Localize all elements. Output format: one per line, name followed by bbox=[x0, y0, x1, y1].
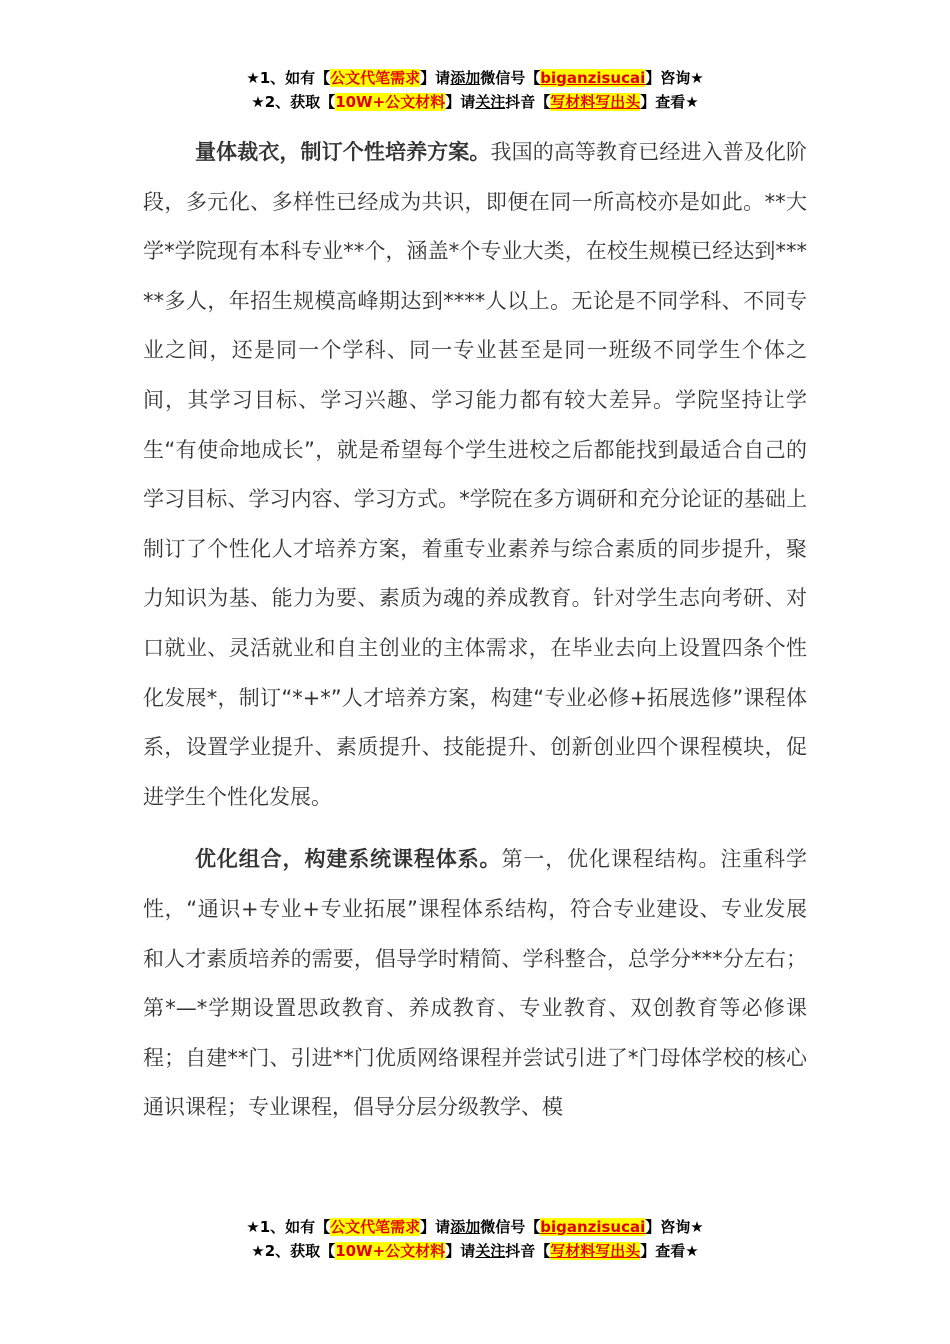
footer-line-1-text: 微信号【 bbox=[480, 1218, 541, 1236]
footer-line-1-emphasis: 添加 bbox=[450, 1218, 481, 1236]
footer-line-1-highlight-wechat-id: biganzisucai bbox=[540, 1218, 646, 1236]
header-line-1-highlight-wechat-id: biganzisucai bbox=[540, 69, 646, 87]
header-line-2-text: 抖音【 bbox=[505, 93, 551, 111]
footer-line-1-text: ★1、如有【 bbox=[246, 1218, 331, 1236]
footer-line-2-text: 】查看★ bbox=[640, 1242, 699, 1260]
footer-line-2-emphasis: 关注 bbox=[475, 1242, 506, 1260]
footer-line-1-text: 】请 bbox=[420, 1218, 451, 1236]
header-line-2-text: 】查看★ bbox=[640, 93, 699, 111]
footer-line-2-highlight-douyin-account: 写材料写出头 bbox=[550, 1242, 641, 1260]
paragraph-lead-heading: 优化组合，构建系统课程体系。 bbox=[195, 847, 502, 872]
header-line-2-emphasis: 关注 bbox=[475, 93, 506, 111]
paragraph-lead-heading: 量体裁衣，制订个性培养方案。 bbox=[195, 140, 491, 164]
document-body bbox=[143, 128, 807, 1133]
header-line-2-text: 】请 bbox=[445, 93, 476, 111]
header-line-1-emphasis: 添加 bbox=[450, 69, 481, 87]
header-line-1-text: 】请 bbox=[420, 69, 451, 87]
header-banner bbox=[0, 66, 950, 114]
header-line-2-highlight-douyin-account: 写材料写出头 bbox=[550, 93, 641, 111]
header-line-1-text: 微信号【 bbox=[480, 69, 541, 87]
header-line-2-text: ★2、获取【 bbox=[251, 93, 336, 111]
footer-line-1-text: 】咨询★ bbox=[645, 1218, 704, 1236]
header-line-1-text: ★1、如有【 bbox=[246, 69, 331, 87]
footer-line-1-highlight-service: 公文代笔需求 bbox=[330, 1218, 421, 1236]
footer-line-2-text: ★2、获取【 bbox=[251, 1242, 336, 1260]
footer-line-1 bbox=[0, 1215, 950, 1239]
paragraph-curriculum-system bbox=[143, 835, 807, 1133]
footer-banner bbox=[0, 1215, 950, 1263]
header-line-1-highlight-service: 公文代笔需求 bbox=[330, 69, 421, 87]
footer-line-2-text: 】请 bbox=[445, 1242, 476, 1260]
paragraph-personalized-training-plan bbox=[143, 128, 807, 822]
footer-line-2-highlight-materials: 10W+公文材料 bbox=[335, 1242, 446, 1260]
paragraph-text: 第一，优化课程结构。注重科学性，“通识+专业+专业拓展”课程体系结构，符合专业建设、专业发展和人才素质培养的需要，倡导学时精简、学科整合，总学分***分左右；第*—*学期设置思政教育、养成教育、专业教育、双创教育等必修课程；自建**门、引进**门优质网络课程并尝试引进了*门母体学校的核心通识课程；专业课程，倡导分层分级教学、模 bbox=[143, 847, 808, 1120]
footer-line-2-text: 抖音【 bbox=[505, 1242, 551, 1260]
header-line-1 bbox=[0, 66, 950, 90]
header-line-2-highlight-materials: 10W+公文材料 bbox=[335, 93, 446, 111]
paragraph-text: 我国的高等教育已经进入普及化阶段，多元化、多样性已经成为共识，即便在同一所高校亦是如此。**大学*学院现有本科专业**个，涵盖*个专业大类，在校生规模已经达到*****多人，年招生规模高峰期达到****人以上。无论是不同学科、不同专业之间，还是同一个学科、同一专业甚至是同一班级不同学生个体之间，其学习目标、学习兴趣、学习能力都有较大差异。学院坚持让学生“有使命地成长”，就是希望每个学生进校之后都能找到最适合自己的学习目标、学习内容、学习方式。*学院在多方调研和充分论证的基础上制订了个性化人才培养方案，着重专业素养与综合素质的同步提升，聚力知识为基、能力为要、素质为魂的养成教育。针对学生志向考研、对口就业、灵活就业和自主创业的主体需求，在毕业去向上设置四条个性化发展*，制订“*+*”人才培养方案，构建“专业必修+拓展选修”课程体系，设置学业提升、素质提升、技能提升、创新创业四个课程模块，促进学生个性化发展。 bbox=[143, 140, 807, 809]
header-line-1-text: 】咨询★ bbox=[645, 69, 704, 87]
footer-line-2 bbox=[0, 1239, 950, 1263]
header-line-2 bbox=[0, 90, 950, 114]
